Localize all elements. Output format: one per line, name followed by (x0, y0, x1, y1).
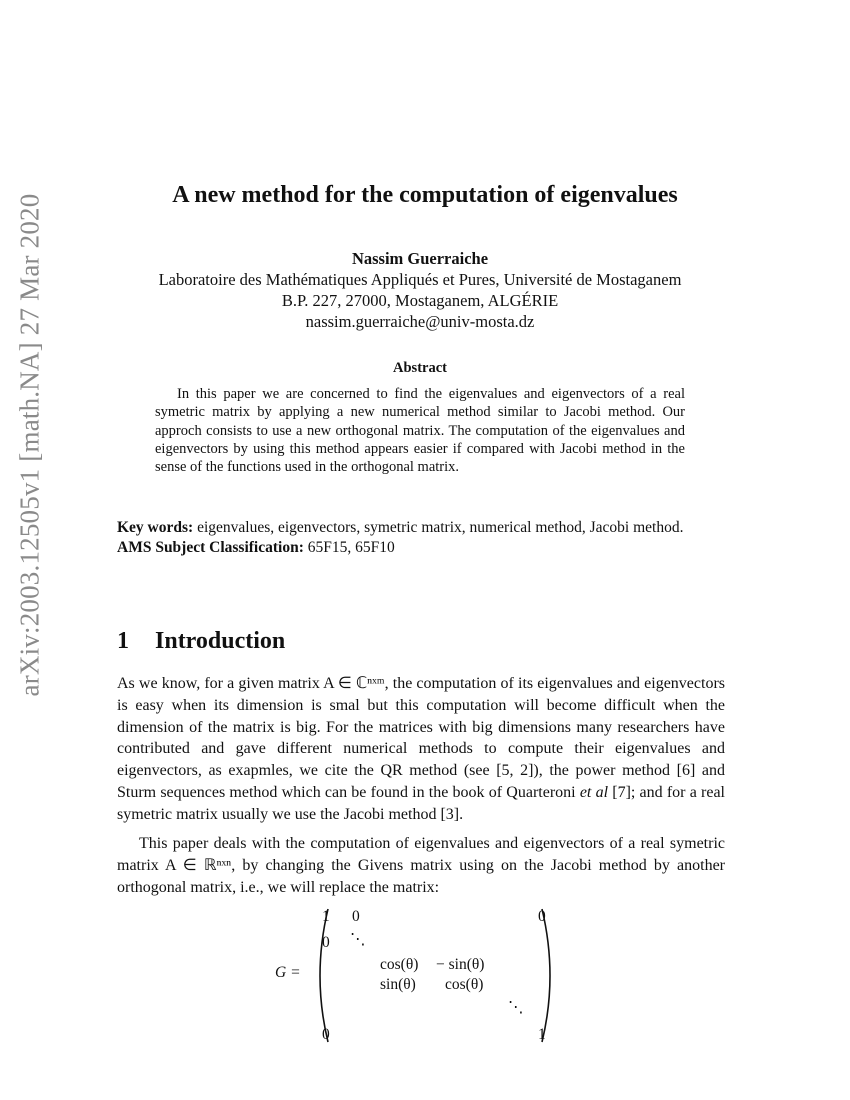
equation-label: G = (275, 964, 301, 981)
paper-title: A new method for the computation of eigenvalues (172, 182, 678, 208)
author-address: B.P. 227, 27000, Mostaganem, ALGÉRIE (281, 291, 559, 310)
keywords-block (117, 518, 725, 558)
author-affiliation: Laboratoire des Mathématiques Appliqués et Pures, Université de Mostaganem (158, 270, 682, 289)
matrix-cos-1: cos(θ) (380, 956, 419, 973)
keywords-text: eigenvalues, eigenvectors, symetric matrix, numerical method, Jacobi method. (197, 519, 684, 536)
author-email: nassim.guerraiche@univ-mosta.dz (305, 312, 535, 331)
arxiv-sidebar-stamp (0, 193, 60, 697)
section-heading (117, 628, 285, 655)
matrix-brackets (310, 904, 560, 1049)
intro-p1-italic: et al (579, 783, 609, 801)
intro-paragraph-1 (117, 673, 725, 826)
author-name: Nassim Guerraiche (351, 249, 489, 268)
arxiv-id: arXiv:2003.12505v1 [math.NA] 27 Mar 2020 (14, 193, 45, 697)
section-title: Introduction (155, 628, 286, 654)
section-number: 1 (117, 628, 129, 654)
keywords-label: Key words: (117, 519, 194, 536)
matrix-cos-2: cos(θ) (445, 976, 484, 993)
matrix-sin: sin(θ) (380, 976, 416, 993)
matrix-dots-upper: ⋱ (350, 931, 366, 948)
matrix-entry-2-1: 0 (322, 934, 330, 951)
keywords-line (117, 518, 725, 538)
matrix-entry-1-n: 0 (538, 908, 546, 925)
givens-matrix-equation (270, 904, 570, 1049)
abstract-heading: Abstract (393, 360, 447, 376)
intro-paragraph-2: This paper deals with the computation of eigenvalues and eigenvectors of a real symetric matrix A ∈ ℝⁿˣⁿ, by changing the Givens matrix using on the Jacobi method by another orthogonal matrix, i.e., we will replace the matrix: (117, 835, 725, 896)
matrix-entry-1-1: 1 (322, 908, 330, 925)
author-block (110, 248, 730, 332)
ams-label: AMS Subject Classification: (117, 539, 304, 556)
matrix-entry-1-2: 0 (352, 908, 360, 925)
matrix-entry-n-1: 0 (322, 1026, 330, 1043)
ams-text: 65F15, 65F10 (307, 539, 395, 556)
matrix-minus-sin: − sin(θ) (436, 956, 485, 973)
matrix-dots-lower: ⋱ (508, 999, 524, 1016)
matrix-entry-n-n: 1 (538, 1026, 546, 1043)
abstract-text: In this paper we are concerned to find the eigenvalues and eigenvectors of a real symetric matrix by applying a new numerical method similar to Jacobi method. Our approch consists to use a new orthogonal matrix. The computation of the eigenvalues and eigenvectors by using this method appears easier if compared with Jacobi method in the sense of the functions used in the orthogonal matrix. (155, 386, 685, 476)
ams-line (117, 538, 725, 558)
intro-p1-text-b: [7]; and for a real symetric matrix usually we use the Jacobi method [3]. (117, 783, 726, 823)
left-paren (320, 909, 328, 1042)
right-paren (542, 909, 550, 1042)
intro-p1-text-a: As we know, for a given matrix A ∈ ℂⁿˣᵐ, the computation of its eigenvalues and eigenvectors is easy when its dimension is smal but this computation will become difficult when the dimension of the matrix is big. For the matrices with big dimensions many researchers have contributed and gave different numerical methods to compute their eigenvalues and eigenvectors, as exapmles, we cite the QR method (see [5, 2]), the power method [6] and Sturm sequences method which can be found in the book of Quarteroni (117, 675, 725, 801)
